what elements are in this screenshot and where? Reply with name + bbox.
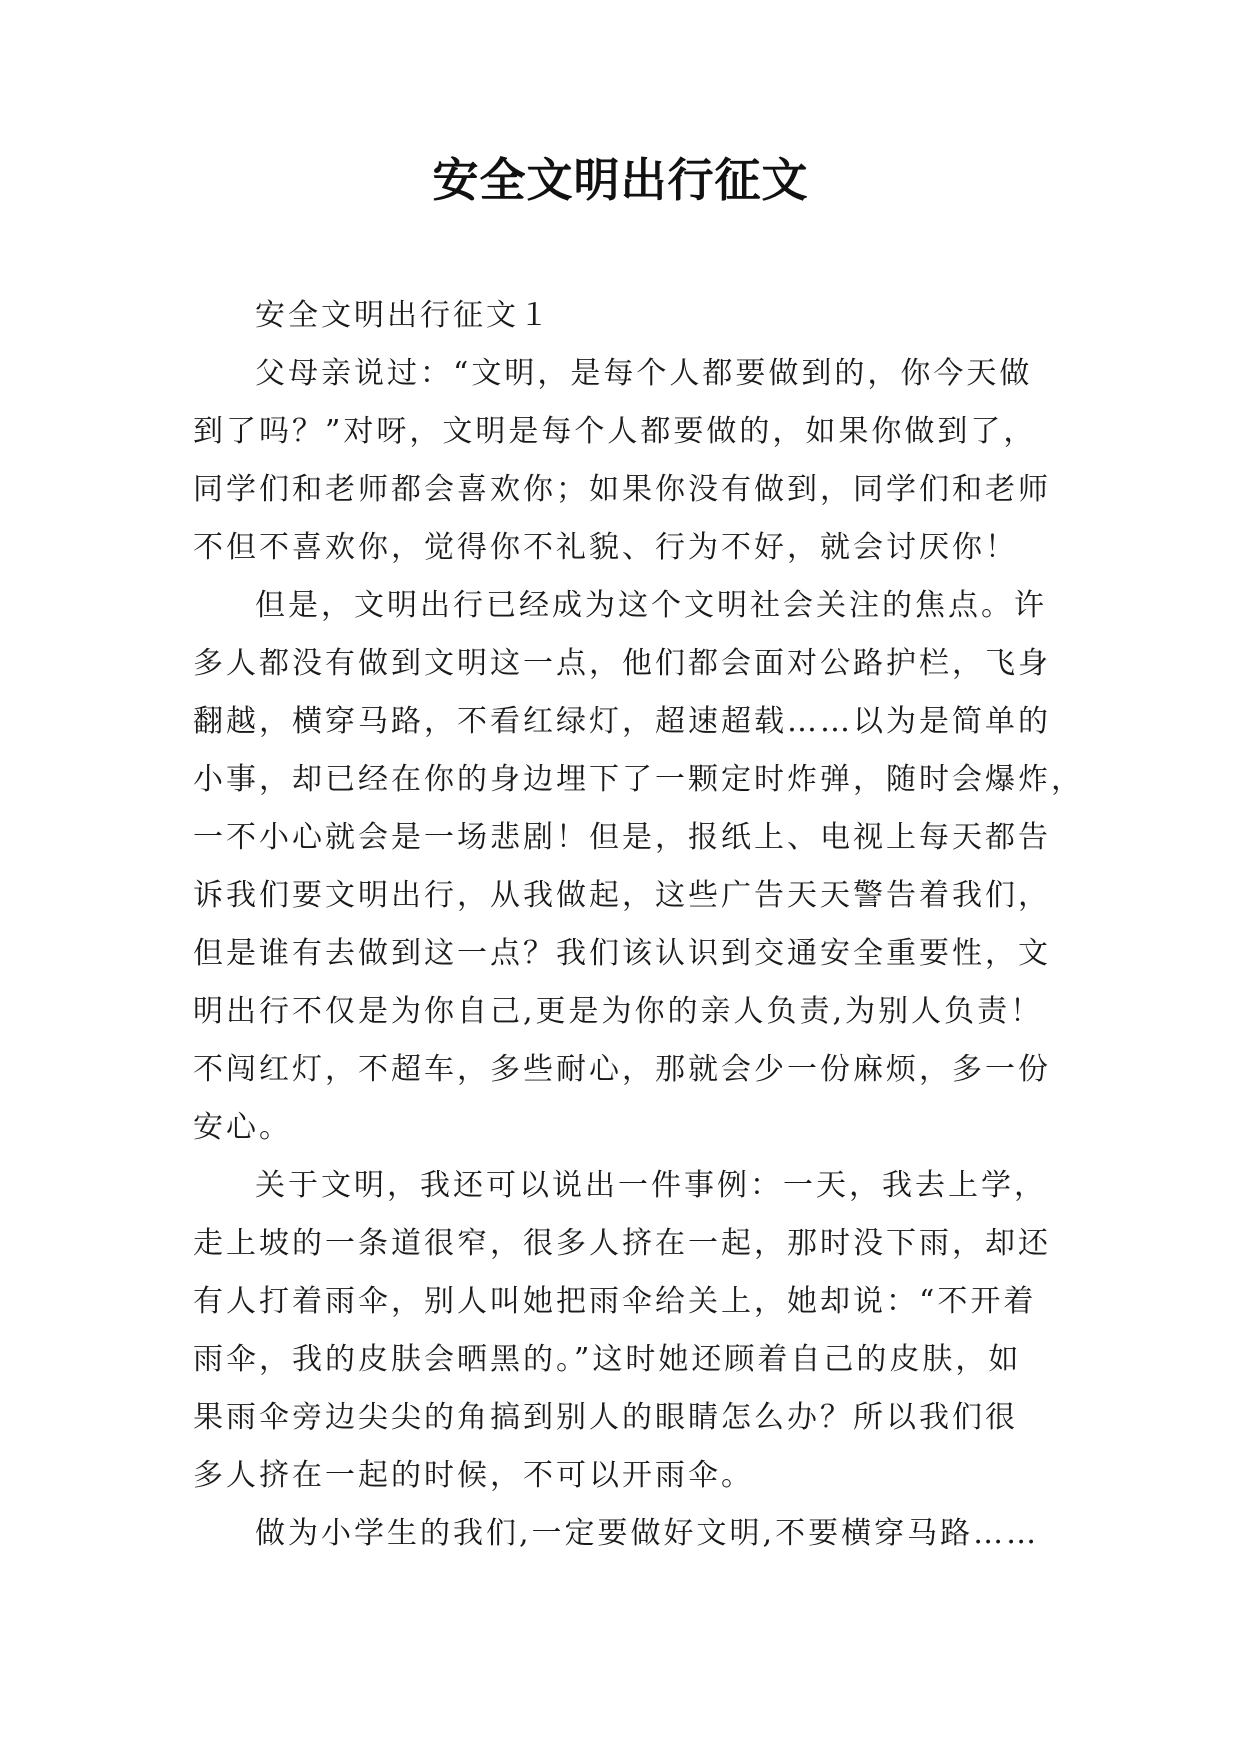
paragraph-4 (193, 1505, 1073, 1563)
paragraph-line: 但是谁有去做到这一点？我们该认识到交通安全重要性，文 (193, 936, 1051, 971)
paragraph-line: 一不小心就会是一场悲剧！但是，报纸上、电视上每天都告 (193, 820, 1051, 855)
paragraph-line: 有人打着雨伞，别人叫她把雨伞给关上，她却说：“不开着 (193, 1284, 1037, 1319)
paragraph-line: 多人都没有做到文明这一点，他们都会面对公路护栏，飞身 (193, 646, 1051, 681)
paragraph-line: 做为小学生的我们,一定要做好文明,不要横穿马路…… (255, 1516, 1040, 1551)
paragraph-line: 不但不喜欢你，觉得你不礼貌、行为不好，就会讨厌你！ (193, 530, 1018, 565)
paragraph-line: 翻越，横穿马路，不看红绿灯，超速超载……以为是简单的 (193, 704, 1051, 739)
paragraph-line: 同学们和老师都会喜欢你；如果你没有做到，同学们和老师 (193, 472, 1051, 507)
paragraph-line: 果雨伞旁边尖尖的角搞到别人的眼睛怎么办？所以我们很 (193, 1400, 1018, 1435)
document-body (193, 287, 1084, 1563)
paragraph-3 (193, 1157, 1073, 1505)
paragraph-line: 不闯红灯，不超车，多些耐心，那就会少一份麻烦，多一份 (193, 1052, 1051, 1087)
paragraph-line: 多人挤在一起的时候，不可以开雨伞。 (193, 1458, 754, 1493)
paragraph-line: 雨伞，我的皮肤会晒黑的。”这时她还顾着自己的皮肤，如 (193, 1342, 1022, 1377)
paragraph-line: 明出行不仅是为你自己,更是为你的亲人负责,为别人负责！ (193, 994, 1044, 1029)
paragraph-line: 父母亲说过：“文明，是每个人都要做到的，你今天做 (255, 356, 1033, 391)
paragraph-line: 但是，文明出行已经成为这个文明社会关注的焦点。许 (255, 588, 1047, 623)
paragraph-2 (193, 577, 1084, 1157)
paragraph-1 (193, 345, 1073, 577)
paragraph-line: 小事，却已经在你的身边埋下了一颗定时炸弹，随时会爆炸， (193, 762, 1084, 797)
document-title: 安全文明出行征文 (432, 153, 809, 207)
paragraph-line: 诉我们要文明出行，从我做起，这些广告天天警告着我们， (193, 878, 1051, 913)
paragraph-line: 安心。 (193, 1110, 292, 1145)
paragraph-line: 到了吗？”对呀，文明是每个人都要做的，如果你做到了， (193, 414, 1037, 449)
paragraph-line: 走上坡的一条道很窄，很多人挤在一起，那时没下雨，却还 (193, 1226, 1051, 1261)
paragraph-line: 关于文明，我还可以说出一件事例：一天，我去上学， (255, 1168, 1047, 1203)
section-heading: 安全文明出行征文１ (255, 298, 552, 333)
